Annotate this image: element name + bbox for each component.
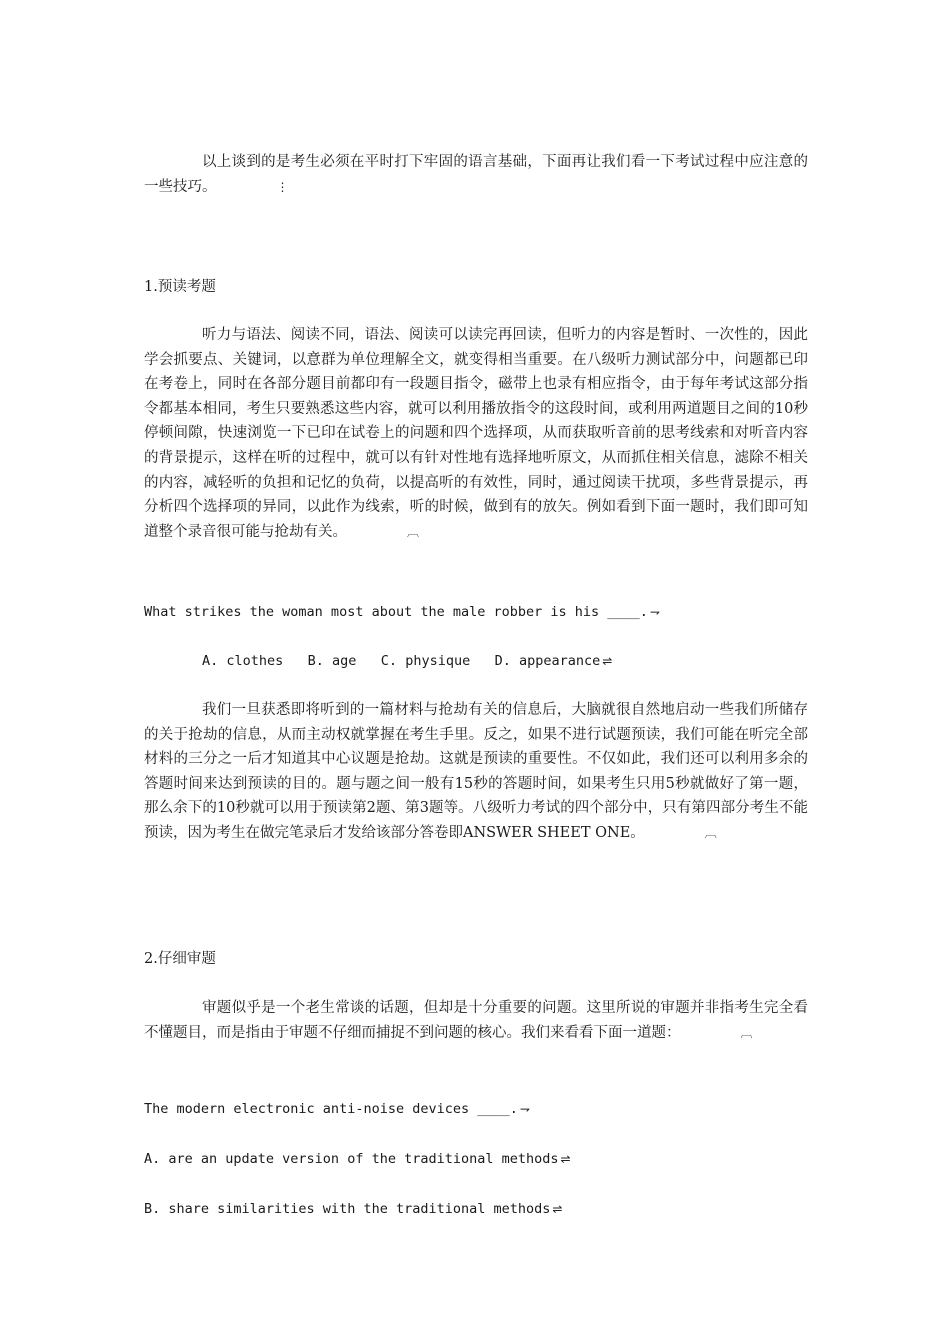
paragraph-mark-icon: ⋮ (276, 179, 289, 194)
line-break-mark-icon: ⇌ (560, 1152, 571, 1166)
intro-paragraph: 以上谈到的是考生必须在平时打下牢固的语言基础，下面再让我们看一下考试过程中应注意的一些技巧。 ⋮ (144, 150, 808, 199)
paragraph-mark-icon: ︹ (407, 524, 420, 539)
section-2-option-b: B. share similarities with the traditional methods ⇌ (144, 1197, 808, 1221)
paragraph-mark-icon: ︹ (740, 1025, 753, 1040)
section-2-question: The modern electronic anti-noise devices ____. ⇁ (144, 1097, 808, 1121)
line-break-mark-icon: ⇌ (552, 1202, 563, 1216)
section-1-paragraph-2: 我们一旦获悉即将听到的一篇材料与抢劫有关的信息后，大脑就很自然地启动一些我们所储存的关于抢劫的信息，从而主动权就掌握在考生手里。反之，如果不进行试题预读，我们可能在听完全部材料的三分之一后才知道其中心议题是抢劫。这就是预读的重要性。不仅如此，我们还可以利用多余的答题时间来达到预读的目的。题与题之间一般有15秒的答题时间，如果考生只用5秒就做好了第一题，那么余下的10秒就可以用于预读第2题、第3题等。八级听力考试的四个部分中，只有第四部分考生不能预读，因为考生在做完笔录后才发给该部分答卷即ANSWER SHEET ONE。 ︹ (144, 698, 808, 846)
line-break-mark-icon: ⇌ (602, 654, 613, 668)
line-break-mark-icon: ⇁ (649, 605, 660, 619)
section-2-paragraph-1: 审题似乎是一个老生常谈的话题，但却是十分重要的问题。这里所说的审题并非指考生完全看不懂题目，而是指由于审题不仔细而捕捉不到问题的核心。我们来看看下面一道题： ︹ (144, 996, 808, 1045)
paragraph-mark-icon: ︹ (704, 825, 717, 840)
section-2-heading: 2.仔细审题 (144, 951, 216, 967)
section-1-heading: 1.预读考题 (144, 279, 216, 295)
section-1-question: What strikes the woman most about the male robber is his ____. ⇁ (144, 600, 808, 624)
section-1-options: A. clothes B. age C. physique D. appearance ⇌ (144, 649, 866, 673)
line-break-mark-icon: ⇁ (519, 1102, 530, 1116)
section-2-option-a: A. are an update version of the traditional methods ⇌ (144, 1147, 808, 1171)
section-1-paragraph-1: 听力与语法、阅读不同，语法、阅读可以读完再回读，但听力的内容是暂时、一次性的，因此学会抓要点、关键词，以意群为单位理解全文，就变得相当重要。在八级听力测试部分中，问题都已印在考卷上，同时在各部分题目前都印有一段题目指令，磁带上也录有相应指令，由于每年考试这部分指令都基本相同，考生只要熟悉这些内容，就可以利用播放指令的这段时间，或利用两道题目之间的10秒停顿间隙，快速浏览一下已印在试卷上的问题和四个选择项，从而获取听音前的思考线索和对听音内容的背景提示，这样在听的过程中，就可以有针对性地有选择地听原文，从而抓住相关信息，滤除不相关的内容，减轻听的负担和记忆的负荷，以提高听的有效性，同时，通过阅读干扰项，多些背景提示，再分析四个选择项的异同，以此作为线索，听的时候，做到有的放矢。例如看到下面一题时，我们即可知道整个录音很可能与抢劫有关。 ︹ (144, 323, 808, 544)
